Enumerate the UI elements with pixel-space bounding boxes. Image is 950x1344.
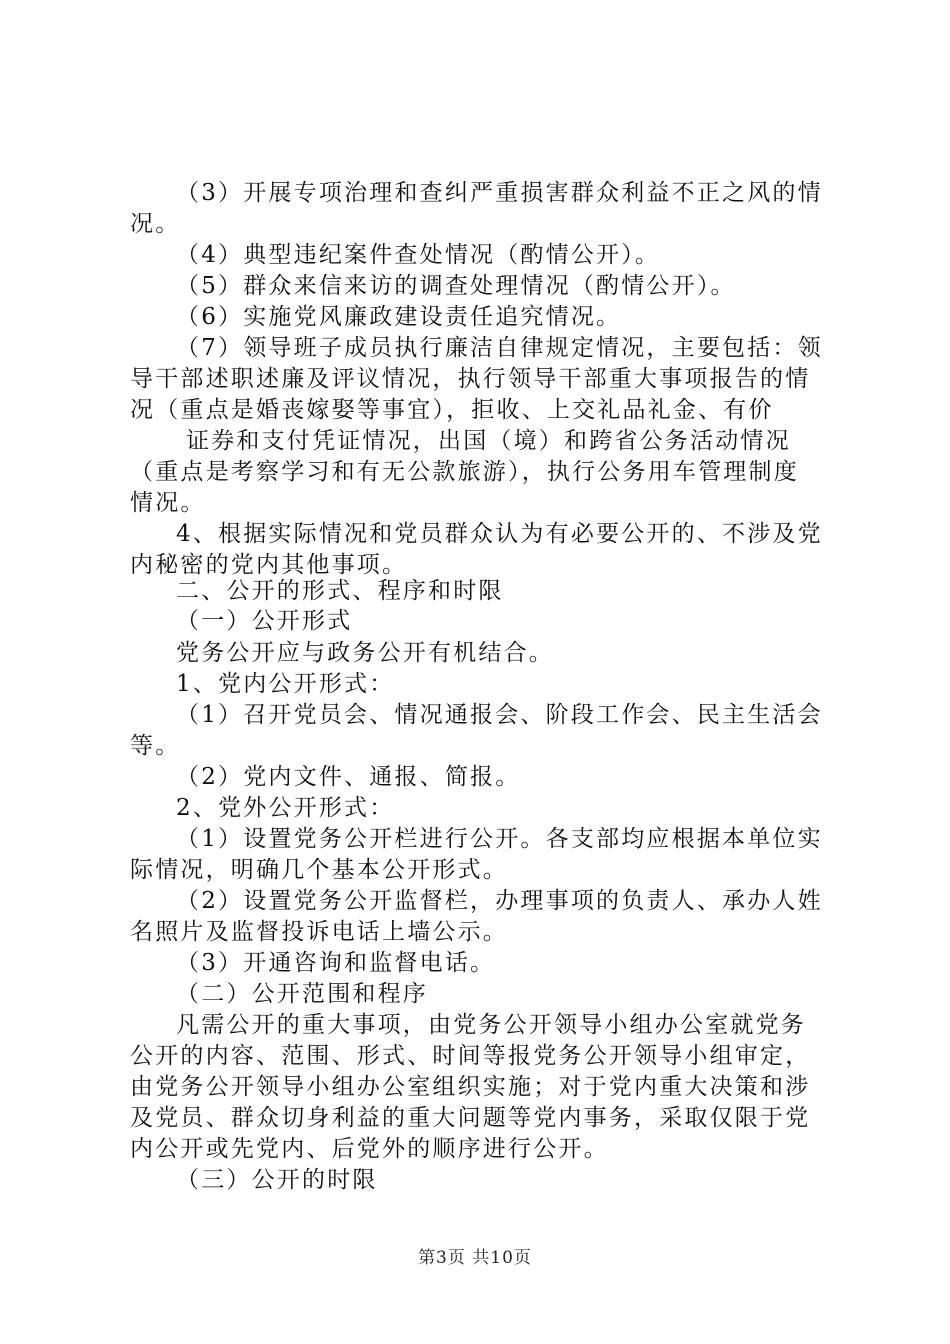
para-item-3: （3）开展专项治理和查纠严重损害群众利益不正之风的情 况。 bbox=[130, 180, 823, 237]
para-external-2: （2）设置党务公开监督栏，办理事项的负责人、承办人姓 名照片及监督投诉电话上墙公示。 bbox=[130, 888, 823, 945]
heading-external-forms: 2、党外公开形式： bbox=[176, 795, 395, 821]
para-item-4: （4）典型违纪案件查处情况（酌情公开）。 bbox=[176, 242, 661, 268]
para-external-1: （1）设置党务公开栏进行公开。各支部均应根据本单位实 际情况，明确几个基本公开形式。 bbox=[130, 826, 823, 883]
heading-subsection-3: （三）公开的时限 bbox=[176, 1167, 378, 1193]
para-internal-1: （1）召开党员会、情况通报会、阶段工作会、民主生活会 等。 bbox=[130, 702, 823, 759]
page-footer: 第3页 共10页 bbox=[418, 1248, 532, 1268]
para-scope-procedure: 凡需公开的重大事项，由党务公开领导小组办公室就党务 公开的内容、范围、形式、时间等报党务公开领导小组审定， 由党务公开领导小组办公室组织实施；对于党内重大决策和涉 及党员、群众切身利益的重大问题等党内事务，采取仅限于党 内公开或先党内、后党外的顺序进行公开。 bbox=[130, 1012, 811, 1162]
heading-subsection-1: （一）公开形式 bbox=[176, 608, 353, 634]
para-item-7-continued: 证券和支付凭证情况，出国（境）和跨省公务活动情况 （重点是考察学习和有无公款旅游），执行公务用车管理制度 情况。 bbox=[130, 428, 799, 516]
para-internal-2: （2）党内文件、通报、简报。 bbox=[176, 764, 521, 790]
para-item-5: （5）群众来信来访的调查处理情况（酌情公开）。 bbox=[176, 273, 736, 299]
para-item-6: （6）实施党风廉政建设责任追究情况。 bbox=[176, 304, 622, 330]
para-section-4: 4、根据实际情况和党员群众认为有必要公开的、不涉及党 内秘密的党内其他事项。 bbox=[130, 521, 823, 578]
heading-subsection-2: （二）公开范围和程序 bbox=[176, 981, 428, 1007]
para-item-7: （7）领导班子成员执行廉洁自律规定情况，主要包括：领 导干部述职述廉及评议情况，执行领导干部重大事项报告的情 况（重点是婚丧嫁娶等事宜），拒收、上交礼品礼金、有价 bbox=[130, 335, 823, 423]
para-combine: 党务公开应与政务公开有机结合。 bbox=[176, 640, 554, 666]
heading-internal-forms: 1、党内公开形式： bbox=[176, 671, 395, 697]
heading-section-2: 二、公开的形式、程序和时限 bbox=[176, 578, 504, 604]
para-external-3: （3）开通咨询和监督电话。 bbox=[176, 950, 496, 976]
